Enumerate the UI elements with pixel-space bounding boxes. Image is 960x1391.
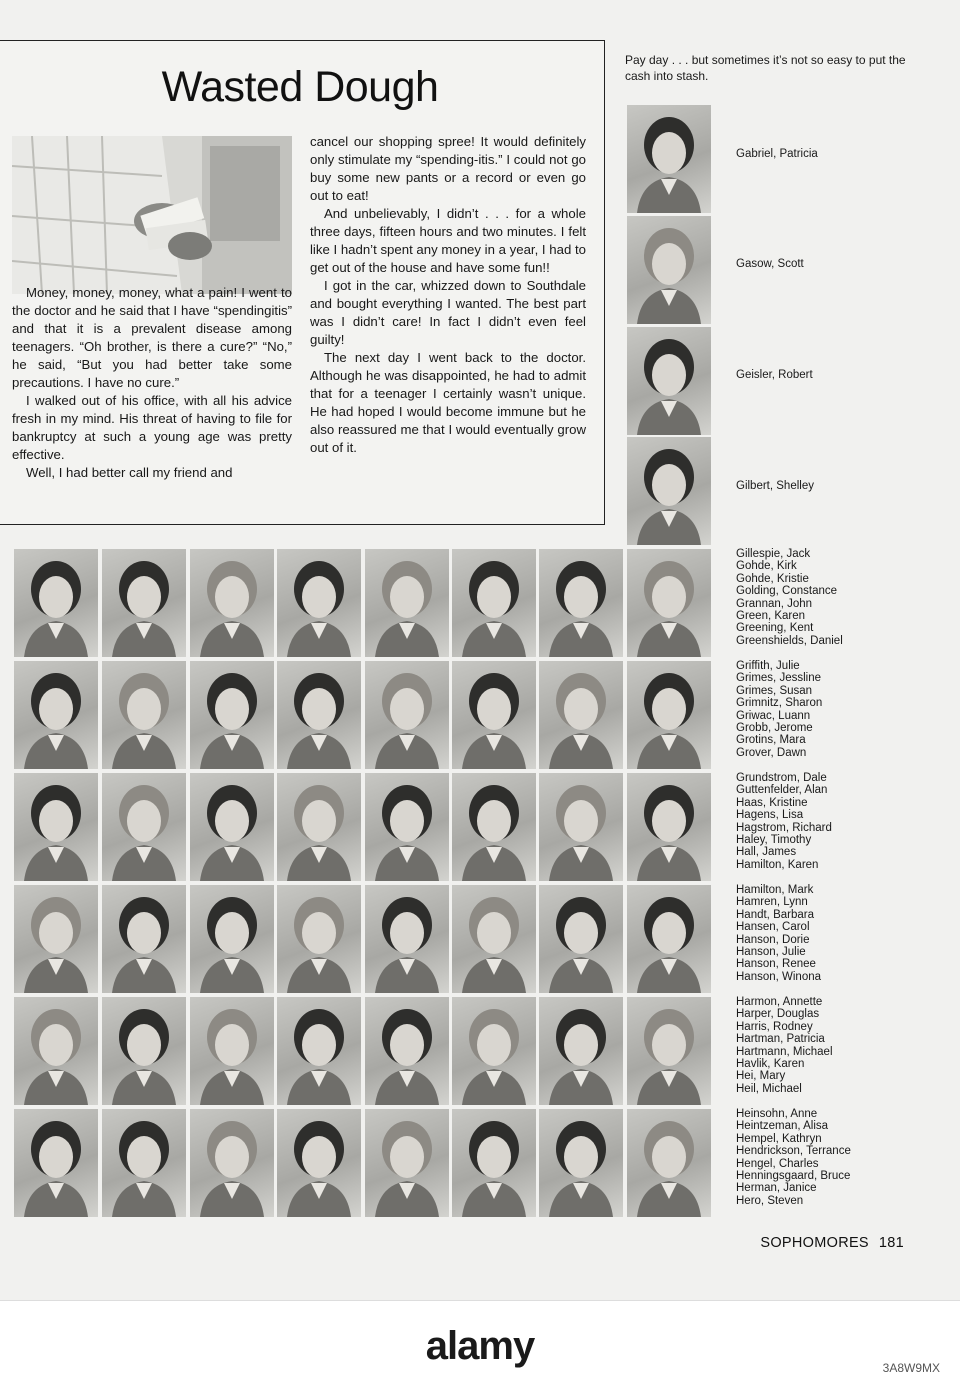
student-name: Hansen, Carol [736, 921, 810, 934]
student-name: Grundstrom, Dale [736, 772, 827, 784]
portrait-photo [14, 1109, 98, 1217]
photo-caption: Pay day . . . but sometimes it’s not so easy to put the cash into stash. [625, 53, 906, 83]
student-name: Hempel, Kathryn [736, 1132, 822, 1145]
portrait-photo [14, 549, 98, 657]
student-name: Green, Karen [736, 610, 806, 623]
watermark-strip [0, 1300, 960, 1391]
portrait-photo [627, 1109, 711, 1217]
portrait-photo [627, 885, 711, 993]
portrait-photo [627, 105, 711, 213]
portrait-photo [277, 773, 361, 881]
student-name: Grover, Dawn [736, 746, 807, 759]
student-name: Hagens, Lisa [736, 809, 804, 822]
portrait-photo [277, 549, 361, 657]
portrait-photo [277, 997, 361, 1105]
student-name: Gohde, Kristie [736, 572, 809, 585]
article-title: Wasted Dough [161, 63, 439, 111]
portrait-photo [539, 773, 623, 881]
portrait-photo [365, 885, 449, 993]
student-name: Heinsohn, Anne [736, 1108, 818, 1120]
student-name: Havlik, Karen [736, 1058, 805, 1071]
portrait-photo [102, 661, 186, 769]
student-name: Hamilton, Mark [736, 884, 814, 896]
portrait-photo [539, 885, 623, 993]
portrait-photo [539, 549, 623, 657]
portrait-photo [452, 1109, 536, 1217]
portrait-photo [452, 661, 536, 769]
name-list-row-6 [736, 1108, 851, 1207]
student-name: Hamren, Lynn [736, 896, 808, 909]
portrait-photo [190, 549, 274, 657]
student-name: Hamilton, Karen [736, 858, 819, 871]
portrait-photo [190, 997, 274, 1105]
portrait-photo [539, 661, 623, 769]
student-name: Hero, Steven [736, 1194, 804, 1207]
name-list-row-5 [736, 996, 833, 1095]
student-name: Gabriel, Patricia [736, 148, 818, 160]
portrait-photo [102, 549, 186, 657]
portrait-photo [452, 773, 536, 881]
student-name: Greenshields, Daniel [736, 634, 843, 647]
portrait-photo [452, 885, 536, 993]
student-name: Harris, Rodney [736, 1020, 813, 1033]
student-name: Hartman, Patricia [736, 1033, 825, 1046]
portrait-photo [190, 773, 274, 881]
student-name: Haas, Kristine [736, 796, 808, 809]
article-column-1 [12, 284, 292, 482]
student-name: Haley, Timothy [736, 834, 812, 847]
article-paragraph: The next day I went back to the doctor. Although he was disappointed, he had to admit that for a teenager I certainly wasn’t unique. He had hoped I would become immune but he also reassured me that I would eventually grow out of it. [310, 350, 586, 455]
student-name: Grobb, Jerome [736, 722, 813, 735]
portrait-photo [365, 773, 449, 881]
student-name: Herman, Janice [736, 1182, 817, 1195]
student-name: Grimes, Jessline [736, 672, 821, 685]
name-list-row-3 [736, 772, 832, 871]
student-name: Gillespie, Jack [736, 548, 811, 560]
student-name: Hagstrom, Richard [736, 821, 832, 834]
portrait-photo [277, 661, 361, 769]
portrait-photo [627, 997, 711, 1105]
portrait-photo [627, 661, 711, 769]
portrait-photo [539, 997, 623, 1105]
article-paragraph: I walked out of his office, with all his advice fresh in my mind. His threat of having to file for bankruptcy at such a young age was pretty effective. [12, 393, 292, 462]
portrait-photo [365, 1109, 449, 1217]
money-hands-illustration [12, 136, 292, 294]
section-label: SOPHOMORES [760, 1235, 869, 1251]
name-list-row-1 [736, 548, 843, 647]
student-name: Hei, Mary [736, 1070, 786, 1083]
portrait-photo [539, 1109, 623, 1217]
portrait-photo [627, 437, 711, 545]
portrait-photo [365, 997, 449, 1105]
portrait-photo [14, 885, 98, 993]
portrait-photo [452, 997, 536, 1105]
portrait-photo [14, 773, 98, 881]
portrait-photo [365, 549, 449, 657]
student-name: Heintzeman, Alisa [736, 1120, 829, 1133]
student-name: Hall, James [736, 846, 797, 859]
page-footer [760, 1235, 904, 1251]
student-name: Grannan, John [736, 597, 813, 610]
article-column-2 [310, 133, 586, 457]
article-box [0, 40, 605, 525]
portrait-photo [277, 885, 361, 993]
student-name: Geisler, Robert [736, 369, 813, 381]
portrait-photo [627, 549, 711, 657]
student-name: Golding, Constance [736, 585, 838, 598]
portrait-photo [102, 1109, 186, 1217]
alamy-logo: alamy [425, 1323, 535, 1368]
portrait-photo [102, 997, 186, 1105]
student-name: Gasow, Scott [736, 258, 804, 270]
student-name: Hanson, Winona [736, 970, 822, 983]
student-name: Grimes, Susan [736, 684, 813, 697]
student-name: Henningsgaard, Bruce [736, 1170, 851, 1183]
article-paragraph: I got in the car, whizzed down to Southdale and bought everything I wanted. The best part was I didn’t care! In fact I didn’t even feel guilty! [310, 278, 586, 347]
student-name: Harper, Douglas [736, 1008, 820, 1021]
student-name: Handt, Barbara [736, 908, 814, 921]
name-list-row-4 [736, 884, 821, 983]
student-name: Greening, Kent [736, 622, 814, 635]
student-name: Hanson, Dorie [736, 933, 810, 946]
name-list-row-2 [736, 660, 822, 759]
portrait-photo [102, 773, 186, 881]
portrait-photo [627, 216, 711, 324]
portrait-photo [452, 549, 536, 657]
student-name: Hanson, Renee [736, 958, 816, 971]
student-name: Hendrickson, Terrance [736, 1145, 851, 1158]
portrait-photo [627, 773, 711, 881]
student-name: Griwac, Luann [736, 709, 811, 722]
article-paragraph: Money, money, money, what a pain! I went to the doctor and he said that I have “spendingitis” and that it is a prevalent disease among teenagers. “Oh brother, is there a cure?” “No,” he said, “But you had better take some precautions. I have no cure.” [12, 285, 292, 390]
article-paragraph: Well, I had better call my friend and [26, 465, 233, 480]
portrait-photo [14, 661, 98, 769]
portrait-photo [627, 327, 711, 435]
portrait-photo [277, 1109, 361, 1217]
student-name: Griffith, Julie [736, 660, 800, 672]
article-paragraph: cancel our shopping spree! It would definitely only stimulate my “spending-itis.” I could not go buy some new pants or a record or even go out to eat! [310, 134, 586, 203]
student-name: Hanson, Julie [736, 946, 806, 959]
student-name: Grimnitz, Sharon [736, 697, 823, 710]
student-name: Grotins, Mara [736, 734, 806, 747]
portrait-photo [102, 885, 186, 993]
student-name: Harmon, Annette [736, 996, 823, 1008]
student-name: Hengel, Charles [736, 1157, 819, 1170]
image-code: 3A8W9MX [882, 1361, 940, 1375]
portrait-photo [14, 997, 98, 1105]
student-name: Heil, Michael [736, 1082, 802, 1095]
article-photo [12, 136, 292, 294]
student-name: Hartmann, Michael [736, 1045, 833, 1058]
article-paragraph: And unbelievably, I didn’t . . . for a whole three days, fifteen hours and two minutes. I felt like I hadn’t spent any money in a year, I had to get out of the house and have some fun!! [310, 206, 586, 275]
page-number: 181 [878, 1235, 904, 1251]
portrait-photo [190, 1109, 274, 1217]
portrait-photo [190, 661, 274, 769]
portrait-photo [365, 661, 449, 769]
student-name: Gohde, Kirk [736, 560, 797, 573]
student-name: Gilbert, Shelley [736, 480, 814, 492]
student-name: Guttenfelder, Alan [736, 784, 828, 797]
portrait-photo [190, 885, 274, 993]
